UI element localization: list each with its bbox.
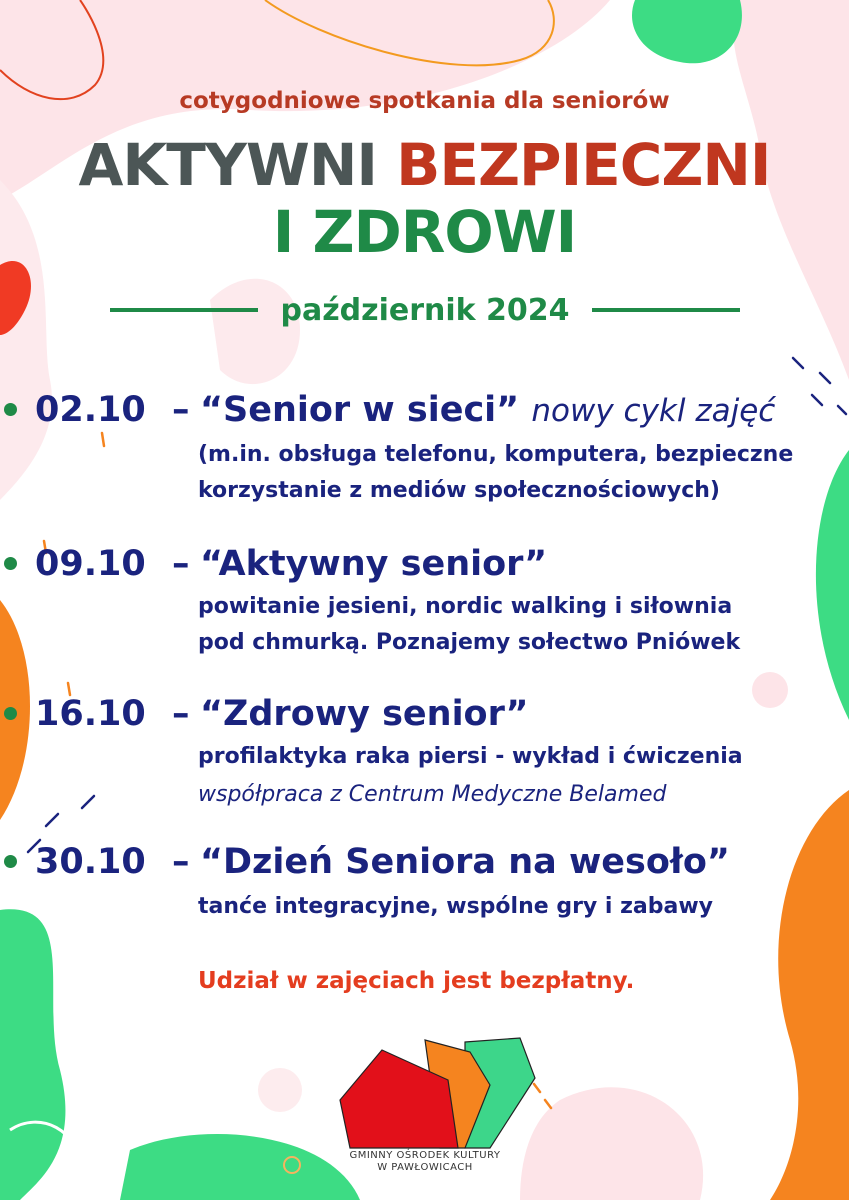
bullet-dot-icon xyxy=(4,557,17,570)
event-title xyxy=(200,388,775,433)
month-banner xyxy=(110,288,740,332)
event-desc-line: korzystanie z mediów społecznościowych) xyxy=(198,478,720,503)
month-divider-right xyxy=(592,308,740,312)
event-partner-line: współpraca z Centrum Medyczne Belamed xyxy=(198,782,667,807)
event-desc-line: profilaktyka raka piersi - wykład i ćwiczenia xyxy=(198,744,743,769)
event-dash: – xyxy=(172,694,190,734)
bullet-dot-icon xyxy=(4,707,17,720)
event-title: “Dzień Seniora na wesoło” xyxy=(200,842,730,882)
free-admission-note: Udział w zajęciach jest bezpłatny. xyxy=(198,968,635,994)
bullet-dot-icon xyxy=(4,403,17,416)
event-dash: – xyxy=(172,390,190,430)
bullet-dot-icon xyxy=(4,855,17,868)
event-dash: – xyxy=(172,544,190,584)
event-desc-line: tanće integracyjne, wspólne gry i zabawy xyxy=(198,894,714,919)
title-line-2: I ZDROWI xyxy=(272,198,577,266)
event-date: 30.10 xyxy=(35,842,146,882)
logo-line-2: W PAWŁOWICACH xyxy=(377,1162,473,1173)
event-subtitle: nowy cykl zajęć xyxy=(531,393,776,429)
logo-caption xyxy=(300,1150,550,1174)
event-2 xyxy=(0,542,849,662)
green-blob-top xyxy=(632,0,742,63)
month-divider-left xyxy=(110,308,258,312)
title-word-bezpieczni: BEZPIECZNI xyxy=(396,131,771,199)
event-date: 02.10 xyxy=(35,390,146,430)
event-desc-line: (m.in. obsługa telefonu, komputera, bezpieczne xyxy=(198,442,794,467)
logo-line-1: GMINNY OŚRODEK KULTURY xyxy=(349,1150,501,1161)
event-title: “Zdrowy senior” xyxy=(200,694,529,734)
event-4 xyxy=(0,840,849,930)
event-date: 16.10 xyxy=(35,694,146,734)
event-title: “Aktywny senior” xyxy=(200,544,548,584)
green-blob-bottom-left xyxy=(0,909,65,1200)
month-label: październik 2024 xyxy=(280,292,570,328)
event-dash: – xyxy=(172,842,190,882)
event-3 xyxy=(0,692,849,812)
event-date: 09.10 xyxy=(35,544,146,584)
event-1 xyxy=(0,388,849,518)
header-subtitle: cotygodniowe spotkania dla seniorów xyxy=(179,88,670,114)
event-title-text: “Senior w sieci” xyxy=(200,390,520,430)
logo-pentagons-icon xyxy=(330,1030,550,1150)
event-desc-line: pod chmurką. Poznajemy sołectwo Pniówek xyxy=(198,630,741,655)
pink-circle-bottom xyxy=(258,1068,302,1112)
event-desc-line: powitanie jesieni, nordic walking i siłownia xyxy=(198,594,733,619)
title-word-aktywni: AKTYWNI xyxy=(78,131,377,199)
